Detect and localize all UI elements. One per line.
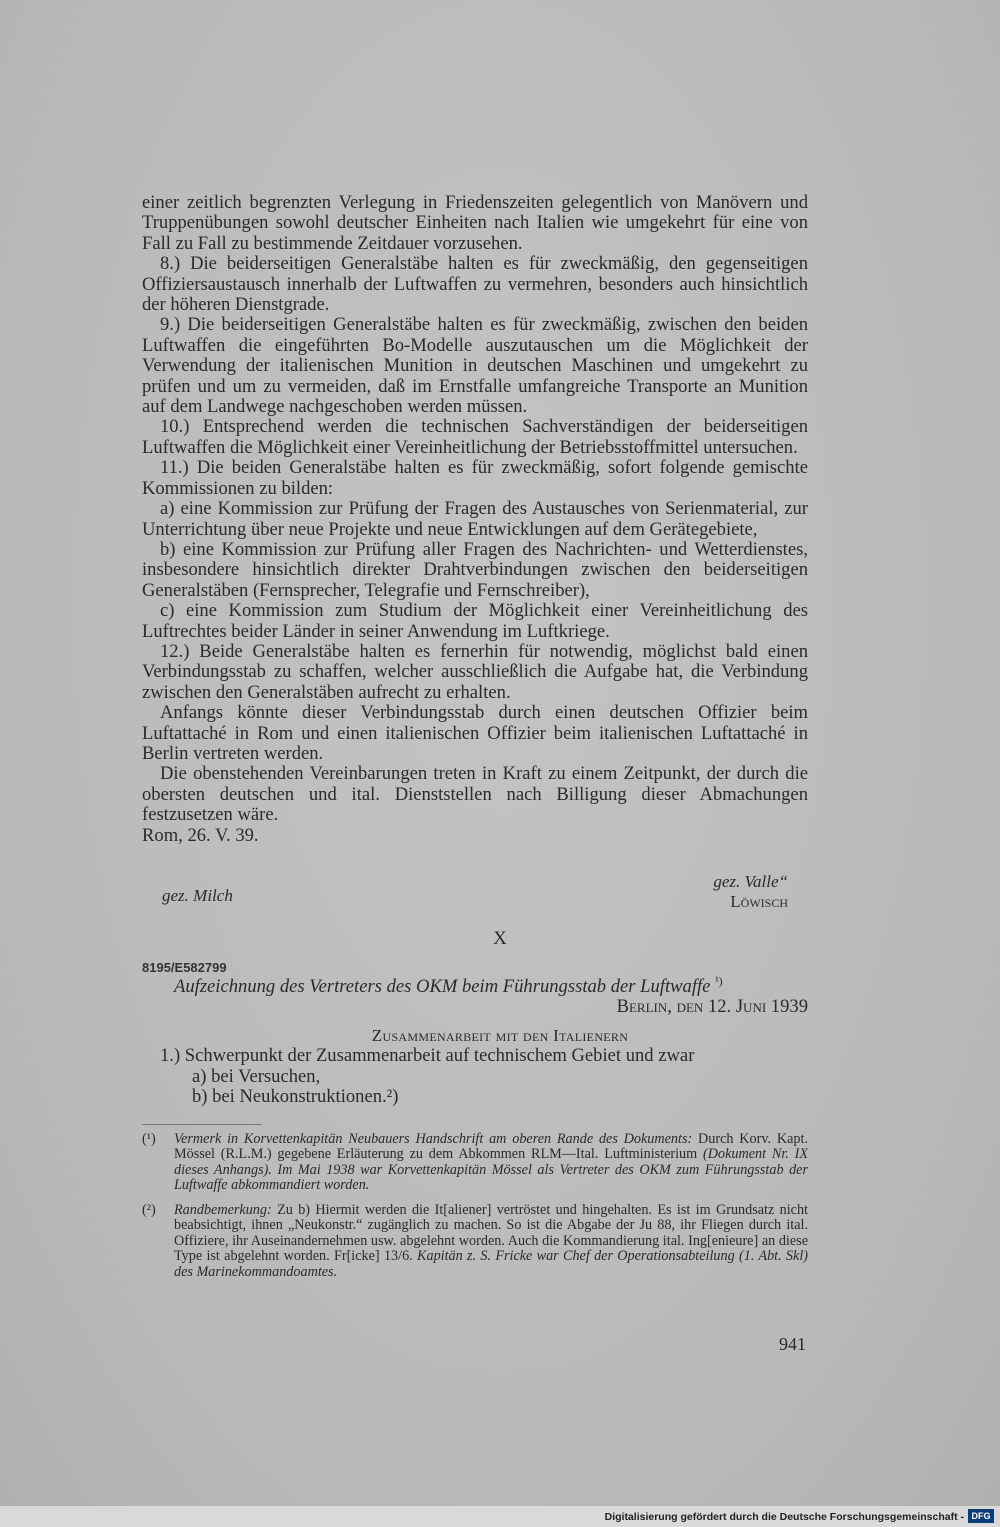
paragraph-11a: a) eine Kommission zur Prüfung der Fragen des Austausches von Serienmaterial, zur Unterrichtung über neue Projekte und neue Entwicklungen auf dem Gerätegebiete,: [142, 498, 808, 540]
paragraph-continuation: einer zeitlich begrenzten Verlegung in Friedenszeiten gelegentlich von Manövern und Truppenübungen sowohl deutscher Einheiten nach Italien wie umgekehrt für eine von Fall zu Fall zu bestimmende Zeitdauer vorzusehen.: [142, 192, 808, 254]
place-date: Rom, 26. V. 39.: [142, 824, 259, 846]
paragraph-anfangs: Anfangs könnte dieser Verbindungsstab durch einen deutschen Offizier beim Luftattaché in Rom und einen italienischen Offizier beim italienischen Luftattaché in Berlin vertreten werden.: [142, 702, 808, 764]
signature-valle-text: gez. Valle“: [713, 872, 788, 891]
list-item-1b: b) bei Neukonstruktionen.²): [192, 1086, 399, 1108]
signature-milch-text: gez. Milch: [162, 886, 233, 905]
paragraph-11c: c) eine Kommission zum Studium der Möglichkeit einer Vereinheitlichung des Luftrechtes beider Länder in seiner Anwendung im Luftkriege.: [142, 600, 808, 642]
signature-milch: [162, 886, 233, 906]
footnote-1-text-b: Durch Korv. Kapt. Mössel (R.L.M.) gegebene Erläuterung zu dem Abkommen RLM—Ital. Luftministerium: [174, 1131, 808, 1163]
body-text: [142, 193, 808, 846]
list-item-1: 1.) Schwerpunkt der Zusammenarbeit auf technischem Gebiet und zwar: [160, 1045, 695, 1066]
signature-valle: [713, 872, 788, 912]
paragraph-11: 11.) Die beiden Generalstäbe halten es für zweckmäßig, sofort folgende gemischte Kommissionen zu bilden:: [142, 457, 808, 499]
page-number: 941: [779, 1334, 806, 1354]
document-title-note: ¹): [715, 974, 723, 988]
document-title-text: Aufzeichnung des Vertreters des OKM beim Führungsstab der Luftwaffe: [174, 976, 711, 998]
signatures: [142, 872, 808, 916]
paragraph-9: 9.) Die beiderseitigen Generalstäbe halten es für zweckmäßig, zwischen den beiden Luftwaffen die eingeführten Bo-Modelle auszutauschen um die Möglichkeit der Verwendung der italienischen Munition in deutschen Maschinen und umgekehrt zu prüfen und um zu vermeiden, daß im Ernstfalle umfangreiche Transporte an Munition auf dem Landwege nachgeschoben werden müssen.: [142, 314, 808, 418]
paragraph-12: 12.) Beide Generalstäbe halten es fernerhin für notwendig, möglichst bald einen Verbindungsstab zu schaffen, welcher ausschließlich die Aufgabe hat, die Verbindung zwischen den Generalstäben aufrecht zu erhalten.: [142, 640, 808, 703]
footnote-divider: [142, 1124, 262, 1125]
footnote-2-text-a: Zu b) Hiermit werden die It[aliener] vertröstet und hingehalten. Es ist im Grundsatz nicht beabsichtigt, ihnen „Neukonstr.“ zugänglich zu machen. So ist die Abgabe der Ju 88, ihr Fliegen durch ital. Offiziere, ihr Auseinandernehmen usw. abgelehnt worden. Auch die Kommandierung ital. Ing[enieure] an diese Type ist abgelehnt worden. Fr[icke] 13/6.: [174, 1202, 808, 1265]
footnote-1-mark: (¹): [142, 1131, 156, 1147]
section-number: X: [493, 928, 507, 949]
dfg-logo[interactable]: DFG: [968, 1509, 994, 1523]
paragraph-closing: Die obenstehenden Vereinbarungen treten in Kraft zu einem Zeitpunkt, der durch die obersten deutschen und ital. Dienststellen nach Billigung dieser Abmachungen festzusetzen wäre.: [142, 763, 808, 826]
document-reference: 8195/E582799: [142, 960, 227, 975]
footnote-2-label: Randbemerkung:: [174, 1202, 272, 1218]
list-item-1a: a) bei Versuchen,: [192, 1065, 321, 1087]
cooperation-list: [160, 1046, 694, 1108]
paragraph-10: 10.) Entsprechend werden die technischen Sachverständigen der beiderseitigen Luftwaffen die Möglichkeit einer Vereinheitlichung der Betriebsstoffmittel untersuchen.: [142, 416, 808, 458]
paragraph-8: 8.) Die beiderseitigen Generalstäbe halten es für zweckmäßig, den gegenseitigen Offiziersaustausch innerhalb der Luftwaffen zu vermehren, besonders auch hinsichtlich der höheren Dienstgrade.: [142, 253, 808, 316]
footnote-2: [142, 1203, 808, 1280]
footnote-1-text-a: Vermerk in Korvettenkapitän Neubauers Handschrift am oberen Rande des Dokuments:: [174, 1131, 693, 1147]
footnote-2-text-b: Kapitän z. S. Fricke war Chef der Operationsabteilung (1. Abt. Skl) des Marinekommandoamtes.: [174, 1248, 808, 1280]
footnote-2-mark: (²): [142, 1202, 156, 1218]
paragraph-11b: b) eine Kommission zur Prüfung aller Fragen des Nachrichten- und Wetterdienstes, insbesondere hinsichtlich direkter Drahtverbindungen zwischen den beiderseitigen Generalstäben (Fernsprecher, Telegrafie und Fernschreiber),: [142, 538, 808, 601]
credit-text: Digitalisierung gefördert durch die Deutsche Forschungsgemeinschaft -: [604, 1511, 964, 1523]
digitization-credit-bar: [0, 1506, 1000, 1527]
subheading: Zusammenarbeit mit den Italienern: [371, 1026, 629, 1045]
footnote-1-text-c: (Dokument Nr. IX dieses Anhangs). Im Mai 1938 war Korvettenkapitän Mössel als Vertreter des OKM zum Führungsstab der Luftwaffe abkommandiert worden.: [174, 1146, 809, 1194]
document-title: [174, 974, 808, 998]
footnote-1: [142, 1132, 808, 1194]
signature-loewisch-text: Löwisch: [730, 892, 788, 911]
document-place-date: Berlin, den 12. Juni 1939: [616, 996, 808, 1017]
